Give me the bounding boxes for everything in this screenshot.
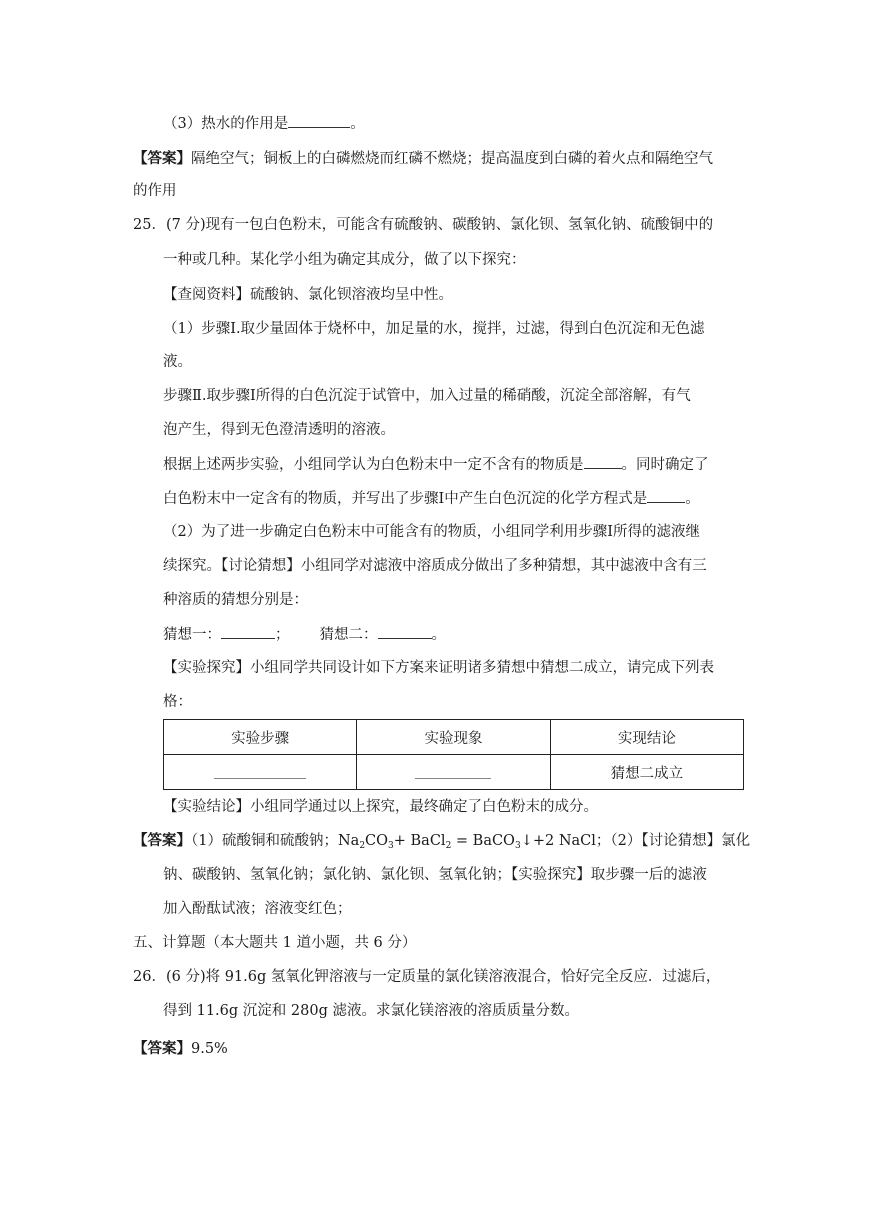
q25-conclusion-line2: [163, 488, 700, 509]
q25-stem-line2: 一种或几种。某化学小组为确定其成分，做了以下探究：: [163, 252, 526, 268]
answer-blank: [288, 113, 350, 128]
answer-24-text1: 隔绝空气；铜板上的白磷燃烧而红磷不燃烧；提高温度到白磷的着火点和隔绝空气: [191, 151, 713, 167]
formula-part: + BaCl: [393, 833, 446, 849]
table-cell-blank: [357, 755, 550, 790]
q25-conclusion-text: 根据上述两步实验，小组同学认为白色粉末中一定不含有的物质是: [163, 457, 584, 473]
answer-label: 【答案】: [133, 150, 191, 167]
q25-stem-line1: 25．(7 分)现有一包白色粉末，可能含有硫酸钠、碳酸钠、氯化钡、氢氧化钠、硫酸铜中的: [133, 217, 714, 233]
table-cell-blank: [164, 755, 357, 790]
answer-25-line3: 加入酚酞试液；溶液变红色；: [163, 901, 352, 917]
answer-blank: [584, 454, 622, 469]
q25-step2-line2: 泡产生，得到无色澄清透明的溶液。: [163, 422, 395, 438]
q25-conclusion-line1: [163, 454, 709, 475]
answer-label: 【答案】: [133, 1040, 191, 1057]
q25-conclusion-text-tail: 。同时确定了: [621, 457, 709, 473]
subscript: 2: [359, 841, 366, 851]
answer-blank: [221, 624, 275, 639]
section-5-heading: 五、计算题（本大题共 1 道小题，共 6 分）: [133, 935, 417, 951]
answer-25-text-tail: ↓+2 NaCl；（2）【讨论猜想】氯化: [520, 833, 751, 849]
q26-line1: 26．(6 分)将 91.6g 氢氧化钾溶液与一定质量的氯化镁溶液混合，恰好完全反应．过滤后，: [133, 969, 721, 985]
answer-blank: [415, 766, 491, 779]
q25-conclusion-text2: 白色粉末中一定含有的物质，并写出了步骤Ⅰ中产生白色沉淀的化学方程式是: [163, 491, 648, 507]
q24-part3: [163, 113, 365, 134]
q24-part3-suffix: 。: [350, 116, 365, 132]
q24-part3-prefix: （3）热水的作用是: [163, 116, 289, 132]
answer-24-line1: [133, 149, 713, 169]
answer-24-text2: 的作用: [133, 183, 177, 199]
q25-part2-line3: 种溶质的猜想分别是：: [163, 592, 308, 608]
q25-part2-line2: 续探究。【讨论猜想】小组同学对滤液中溶质成分做出了多种猜想，其中滤液中含有三: [163, 558, 707, 574]
answer-blank: [647, 488, 685, 503]
table-header-cell: 实验步骤: [164, 720, 357, 755]
answer-26: [133, 1039, 228, 1059]
subscript: 3: [388, 841, 394, 851]
answer-25-line2: 钠、碳酸钠、氢氧化钠；氯化钠、氯化钡、氢氧化钠；【实验探究】取步骤一后的滤液: [163, 867, 707, 883]
answer-25-line1: [133, 831, 750, 851]
guess-end: 。: [431, 627, 446, 643]
answer-blank: [214, 766, 306, 779]
formula-part: = BaCO: [451, 833, 515, 849]
q25-final: 【实验结论】小组同学通过以上探究，最终确定了白色粉末的成分。: [163, 799, 598, 815]
table-cell: 猜想二成立: [550, 755, 743, 790]
q25-info: 【查阅资料】硫酸钠、氯化钡溶液均呈中性。: [163, 287, 453, 303]
subscript: 3: [514, 841, 521, 851]
table-header-cell: 实现结论: [550, 720, 743, 755]
formula-part: CO: [365, 833, 389, 849]
guess-separator: ；: [275, 627, 290, 643]
subscript: 2: [445, 841, 452, 851]
answer-26-value: 9.5%: [191, 1041, 228, 1057]
q25-experiment-line1: 【实验探究】小组同学共同设计如下方案来证明诸多猜想中猜想二成立，请完成下列表: [163, 660, 714, 676]
q25-guesses: [163, 624, 446, 645]
table-row: [164, 755, 744, 790]
q25-step1-line2: 液。: [163, 354, 192, 370]
answer-25-text: （1）硫酸铜和硫酸钠；Na: [191, 833, 360, 849]
guess2-label: 猜想二：: [319, 627, 378, 643]
guess1-label: 猜想一：: [163, 627, 221, 643]
q26-line2: 得到 11.6g 沉淀和 280g 滤液。求氯化镁溶液的溶质质量分数。: [163, 1003, 579, 1019]
answer-24-line2: [133, 181, 177, 201]
q25-experiment-line2: 格：: [163, 694, 192, 710]
q25-part2-line1: （2）为了进一步确定白色粉末中可能含有的物质，小组同学利用步骤Ⅰ所得的滤液继: [163, 524, 700, 540]
q25-step2-line1: 步骤Ⅱ.取步骤Ⅰ所得的白色沉淀于试管中，加入过量的稀硝酸，沉淀全部溶解，有气: [163, 388, 691, 404]
table-header-cell: 实验现象: [357, 720, 550, 755]
experiment-table: [163, 719, 744, 790]
q25-step1-line1: （1）步骤Ⅰ.取少量固体于烧杯中，加足量的水，搅拌，过滤，得到白色沉淀和无色滤: [163, 321, 705, 337]
q25-conclusion-text2-tail: 。: [685, 491, 700, 507]
table-header-row: [164, 720, 744, 755]
answer-label: 【答案】: [133, 832, 191, 849]
answer-blank: [378, 624, 432, 639]
